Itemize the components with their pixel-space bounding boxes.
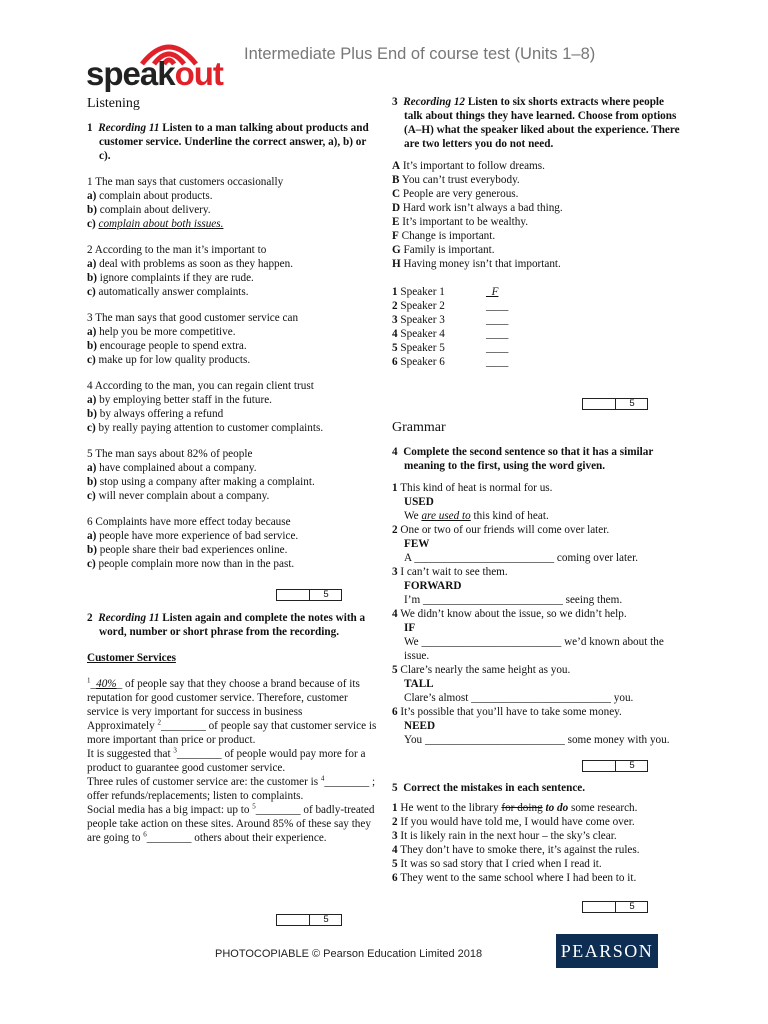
answer-post: seeing them. [562, 594, 623, 606]
ex4-items [392, 481, 684, 747]
transform-answer-line [392, 691, 684, 705]
ex4-number: 4 [392, 446, 398, 458]
ex3-section [392, 95, 684, 369]
speaker-row [392, 355, 684, 369]
option-text: complain about both issues. [98, 218, 224, 230]
ex1-instruction [87, 121, 377, 163]
transform-sentence [392, 663, 684, 677]
option-text: complain about products. [99, 190, 213, 202]
option-letter: b) [87, 408, 97, 420]
ex2-notes [87, 677, 377, 845]
option-d [392, 201, 684, 215]
speaker-answer[interactable]: ____ [486, 300, 509, 312]
speaker-number: 3 [392, 314, 398, 326]
transform-item-2 [392, 523, 684, 565]
note-6-number: 6 [143, 830, 147, 839]
speaker-row [392, 327, 684, 341]
ex2-instruction [87, 611, 377, 639]
option-letter: c) [87, 218, 96, 230]
note-1-number: 1 [87, 676, 91, 685]
question-6 [87, 515, 377, 571]
item-text: It is likely rain in the next hour – the sky’s clear. [400, 830, 617, 842]
ex2-score: 5 [323, 914, 329, 925]
item-sentence: Clare’s nearly the same height as you. [400, 664, 571, 676]
speaker-number: 4 [392, 328, 398, 340]
speaker-name: Speaker 4 [400, 328, 445, 340]
option-text: ignore complaints if they are rude. [99, 272, 254, 284]
transform-sentence [392, 565, 684, 579]
answer-post: some money with you. [564, 734, 670, 746]
option-c[interactable] [87, 285, 377, 299]
option-letter: H [392, 258, 401, 270]
answer-post: coming over later. [554, 552, 638, 564]
item-number: 4 [392, 608, 398, 620]
speaker-label [392, 313, 486, 327]
transform-item-6 [392, 705, 684, 747]
option-text: It’s important to be wealthy. [402, 216, 528, 228]
question-number: 5 [87, 448, 93, 460]
note-1-answer: 40% [96, 678, 117, 690]
option-c[interactable] [87, 353, 377, 367]
ex1-instr-text: Listen to a man talking about products and customer service. Underline the correct answer, a), b) or c). [99, 122, 369, 162]
transform-answer-line [392, 509, 684, 523]
transform-item-1 [392, 481, 684, 523]
speaker-name: Speaker 5 [400, 342, 445, 354]
item-number: 2 [392, 524, 398, 536]
page-title: Intermediate Plus End of course test (Units 1–8) [244, 45, 596, 63]
note-5-pre: Social media has a big impact: up to [87, 804, 253, 816]
transform-item-3 [392, 565, 684, 607]
option-text: have complained about a company. [99, 462, 257, 474]
option-letter: b) [87, 476, 97, 488]
option-a [392, 159, 684, 173]
ex3-score-box [582, 398, 648, 410]
option-b[interactable] [87, 271, 377, 285]
transform-answer-line [392, 551, 684, 565]
option-c[interactable] [87, 489, 377, 503]
question-5 [87, 447, 377, 503]
item-number: 2 [392, 816, 398, 828]
option-b[interactable] [87, 407, 377, 421]
key-word: USED [404, 496, 434, 508]
option-letter: D [392, 202, 401, 214]
answer-pre: We [404, 636, 422, 648]
speaker-name: Speaker 6 [400, 356, 445, 368]
logo-accent-text: out [174, 55, 223, 92]
question-stem [87, 243, 377, 257]
key-word: FEW [404, 538, 430, 550]
logo-wordmark [86, 54, 223, 94]
ex4-score: 5 [629, 760, 635, 771]
ex5-section [392, 781, 684, 885]
correction-item-2[interactable] [392, 815, 684, 829]
option-text: automatically answer complaints. [98, 286, 249, 298]
question-number: 6 [87, 516, 93, 528]
option-text: people share their bad experiences online. [99, 544, 288, 556]
option-b[interactable] [87, 339, 377, 353]
item-text: If you would have told me, I would have come over. [400, 816, 635, 828]
option-a[interactable] [87, 461, 377, 475]
grammar-section [392, 419, 684, 747]
ex2-recording: Recording 11 [98, 612, 160, 624]
notes-title: Customer Services [87, 652, 176, 664]
item-sentence: I can’t wait to see them. [400, 566, 508, 578]
speaker-answer[interactable]: ____ [486, 328, 509, 340]
speaker-answer[interactable]: ____ [486, 314, 509, 326]
option-letter: b) [87, 204, 97, 216]
item-number: 6 [392, 706, 398, 718]
question-text: According to the man it’s important to [94, 244, 267, 256]
option-letter: G [392, 244, 401, 256]
speaker-label [392, 355, 486, 369]
ex1-score-box [276, 589, 342, 601]
option-letter: b) [87, 544, 97, 556]
key-word: FORWARD [404, 580, 462, 592]
item-text: It was so sad story that I cried when I read it. [400, 858, 602, 870]
question-text: According to the man, you can regain client trust [94, 380, 314, 392]
note-5 [87, 803, 377, 845]
option-a[interactable] [87, 393, 377, 407]
option-letter: B [392, 174, 400, 186]
speaker-name: Speaker 1 [400, 286, 445, 298]
option-a[interactable] [87, 325, 377, 339]
question-stem [87, 447, 377, 461]
question-text: The man says that customers occasionally [95, 176, 284, 188]
option-text: People are very generous. [402, 188, 519, 200]
speaker-number: 2 [392, 300, 398, 312]
option-letter: c) [87, 558, 96, 570]
note-3-text: ________ of people would pay more for a product to guarantee good customer service. [87, 748, 366, 774]
ex4-instr-text: Complete the second sentence so that it has a similar meaning to the first, using the word given. [403, 446, 654, 472]
transform-sentence [392, 523, 684, 537]
ex5-items [392, 801, 684, 885]
ex3-options [392, 159, 684, 271]
speaker-number: 6 [392, 356, 398, 368]
option-b[interactable] [87, 475, 377, 489]
key-word: TALL [404, 678, 434, 690]
option-e [392, 215, 684, 229]
transform-sentence [392, 481, 684, 495]
option-letter: c) [87, 354, 96, 366]
option-c[interactable] [87, 217, 377, 231]
option-letter: a) [87, 462, 97, 474]
option-text: help you be more competitive. [99, 326, 236, 338]
option-b[interactable] [87, 543, 377, 557]
answer-pre: A [404, 552, 415, 564]
option-letter: b) [87, 272, 97, 284]
ex1-score: 5 [323, 589, 329, 600]
key-word: NEED [404, 720, 436, 732]
option-g [392, 243, 684, 257]
option-text: stop using a company after making a complaint. [99, 476, 315, 488]
note-5-text: ________ of badly-treated people take action on these sites. Around 85% of these say they are going to [87, 804, 375, 844]
option-text: people complain more now than in the past. [98, 558, 295, 570]
option-text: by always offering a refund [99, 408, 224, 420]
note-1: $^1$_40%_ of people say that they choose a brand because of its reputation for good customer service. Therefore, customer service is very important for success in business [87, 676, 360, 718]
question-stem [87, 311, 377, 325]
option-letter: A [392, 160, 401, 172]
option-letter: E [392, 216, 400, 228]
pearson-logo: PEARSON [556, 934, 658, 968]
option-letter: c) [87, 490, 96, 502]
option-text: Hard work isn’t always a bad thing. [402, 202, 563, 214]
item-sentence: We didn’t know about the issue, so we didn’t help. [400, 608, 627, 620]
option-letter: F [392, 230, 399, 242]
item-sentence: This kind of heat is normal for us. [400, 482, 553, 494]
ex5-instr-text: Correct the mistakes in each sentence. [403, 782, 586, 794]
option-f [392, 229, 684, 243]
answer-gap[interactable]: are used to [421, 510, 471, 522]
note-2-text: ________ of people say that customer service is more important than price or product. [87, 720, 377, 746]
item-text: They went to the same school where I had been to it. [400, 872, 637, 884]
option-c[interactable] [87, 557, 377, 571]
note-2-number: 2 [157, 718, 162, 727]
speaker-label [392, 327, 486, 341]
transform-answer-line [392, 593, 684, 607]
ex3-number: 3 [392, 96, 398, 108]
answer-post: we’d known about the issue. [404, 636, 664, 662]
option-letter: c) [87, 422, 96, 434]
transform-answer-line [392, 635, 684, 663]
note-4-pre: Three rules of customer service are: the customer is [87, 776, 321, 788]
option-a[interactable] [87, 529, 377, 543]
transform-sentence [392, 607, 684, 621]
option-a[interactable] [87, 189, 377, 203]
question-stem [87, 379, 377, 393]
question-stem [87, 515, 377, 529]
option-letter: a) [87, 190, 97, 202]
option-letter: a) [87, 530, 97, 542]
ex4-instruction [392, 445, 684, 473]
answer-post: this kind of heat. [470, 510, 549, 522]
ex3-speakers [392, 285, 684, 369]
question-number: 3 [87, 312, 93, 324]
ex4-score-box [582, 760, 648, 772]
option-text: Family is important. [403, 244, 495, 256]
ex5-number: 5 [392, 782, 398, 794]
option-text: by really paying attention to customer complaints. [98, 422, 324, 434]
correction-text: to do [542, 802, 569, 814]
option-text: encourage people to spend extra. [99, 340, 247, 352]
option-text: by employing better staff in the future. [99, 394, 272, 406]
note-4-number: 4 [320, 774, 325, 783]
option-text: make up for low quality products. [98, 354, 251, 366]
question-text: The man says that good customer service can [95, 312, 299, 324]
option-text: will never complain about a company. [98, 490, 270, 502]
option-text: deal with problems as soon as they happen. [99, 258, 293, 270]
logo-main-text: speak [86, 55, 175, 92]
item-number: 3 [392, 566, 398, 578]
ex1-number: 1 [87, 122, 93, 134]
speaker-label [392, 299, 486, 313]
note-4 [87, 775, 377, 803]
item-sentence: One or two of our friends will come over later. [400, 524, 610, 536]
question-number: 4 [87, 380, 93, 392]
transform-item-5 [392, 663, 684, 705]
answer-gap[interactable]: _________________________ [471, 692, 611, 704]
option-letter: a) [87, 394, 97, 406]
option-b [392, 173, 684, 187]
correction-item-6[interactable] [392, 871, 684, 885]
note-3-pre: It is suggested that [87, 748, 174, 760]
key-word: IF [404, 622, 416, 634]
note-2 [87, 719, 377, 747]
item-number: 3 [392, 830, 398, 842]
option-letter: a) [87, 326, 97, 338]
grammar-title: Grammar [392, 420, 446, 435]
ex2-instr-text: Listen again and complete the notes with a word, number or short phrase from the recording. [99, 612, 366, 638]
option-c[interactable] [87, 421, 377, 435]
item-sentence: It’s possible that you’ll have to take some money. [400, 706, 622, 718]
option-text: people have more experience of bad service. [99, 530, 299, 542]
correction-item-5[interactable] [392, 857, 684, 871]
correction-item-3[interactable] [392, 829, 684, 843]
speaker-label [392, 341, 486, 355]
option-letter: C [392, 188, 401, 200]
answer-pre: I’m [404, 594, 423, 606]
item-text: He went to the library [400, 802, 502, 814]
item-number: 4 [392, 844, 398, 856]
option-letter: c) [87, 286, 96, 298]
ex3-score: 5 [629, 398, 635, 409]
item-number: 5 [392, 664, 398, 676]
option-a[interactable] [87, 257, 377, 271]
speaker-answer[interactable]: ____ [486, 342, 509, 354]
transform-item-4 [392, 607, 684, 663]
transform-answer-line [392, 733, 684, 747]
speaker-number: 1 [392, 286, 398, 298]
option-letter: b) [87, 340, 97, 352]
speaker-name: Speaker 3 [400, 314, 445, 326]
speaker-name: Speaker 2 [400, 300, 445, 312]
option-text: complain about delivery. [99, 204, 211, 216]
question-2 [87, 243, 377, 299]
note-2-pre: Approximately [87, 720, 158, 732]
question-4 [87, 379, 377, 435]
speakout-logo [86, 40, 246, 96]
option-h [392, 257, 684, 271]
item-number: 1 [392, 802, 398, 814]
ex3-recording: Recording 12 [403, 96, 466, 108]
listening-title: Listening [87, 96, 140, 111]
question-text: Complaints have more effect today because [95, 516, 291, 528]
ex2-score-box [276, 914, 342, 926]
option-b[interactable] [87, 203, 377, 217]
answer-gap[interactable]: _________________________ [414, 552, 555, 564]
question-1 [87, 175, 377, 231]
ex2-section [87, 611, 377, 845]
ex1-questions [87, 175, 377, 571]
correction-item-1[interactable] [392, 801, 684, 815]
note-6-text: ________ others about their experience. [146, 832, 327, 844]
question-text: The man says about 82% of people [95, 448, 253, 460]
answer-post: you. [610, 692, 634, 704]
speaker-row [392, 299, 684, 313]
ex3-instr-text: Listen to six shorts extracts where people talk about things they have learned. Choose from options (A–H) what the speaker liked about the experience. There are two letters you do not need. [404, 96, 680, 150]
ex3-instruction [392, 95, 684, 151]
speaker-number: 5 [392, 342, 398, 354]
speaker-row [392, 313, 684, 327]
speaker-answer[interactable]: _F [486, 286, 499, 298]
note-3-number: 3 [173, 746, 177, 755]
note-3 [87, 747, 377, 775]
struck-text: for doing [501, 802, 543, 814]
item-number: 1 [392, 482, 398, 494]
option-letter: a) [87, 258, 97, 270]
note-1-text: of people say that they choose a brand because of its reputation for good customer service. Therefore, customer service is very important for success in business [87, 678, 360, 718]
option-text: It’s important to follow dreams. [402, 160, 545, 172]
question-number: 2 [87, 244, 93, 256]
item-number: 5 [392, 858, 398, 870]
listening-section [87, 95, 377, 571]
speaker-row [392, 285, 684, 299]
answer-pre: You [404, 734, 425, 746]
footer-copyright: PHOTOCOPIABLE © Pearson Education Limited 2018 [215, 948, 483, 960]
ex2-number: 2 [87, 612, 93, 624]
option-text: You can’t trust everybody. [401, 174, 520, 186]
item-number: 6 [392, 872, 398, 884]
answer-gap[interactable]: _________________________ [424, 734, 565, 746]
ex5-score-box [582, 901, 648, 913]
question-3 [87, 311, 377, 367]
answer-pre: We [404, 510, 422, 522]
question-stem [87, 175, 377, 189]
correction-item-4[interactable] [392, 843, 684, 857]
item-text: They don’t have to smoke there, it’s against the rules. [400, 844, 640, 856]
answer-pre: Clare’s almost [404, 692, 472, 704]
transform-sentence [392, 705, 684, 719]
note-5-number: 5 [252, 802, 256, 811]
question-number: 1 [87, 176, 93, 188]
option-text: Having money isn’t that important. [403, 258, 561, 270]
note-4-text: ________ ; offer refunds/replacements; listen to complaints. [87, 776, 376, 802]
ex5-instruction [392, 781, 684, 795]
ex5-score: 5 [629, 901, 635, 912]
speaker-row [392, 341, 684, 355]
ex1-recording: Recording 11 [98, 122, 160, 134]
option-c [392, 187, 684, 201]
item-text-end: some research. [568, 802, 638, 814]
speaker-label [392, 285, 486, 299]
speaker-answer[interactable]: ____ [486, 356, 509, 368]
option-text: Change is important. [401, 230, 496, 242]
answer-gap[interactable]: _________________________ [422, 594, 563, 606]
answer-gap[interactable]: _________________________ [421, 636, 562, 648]
